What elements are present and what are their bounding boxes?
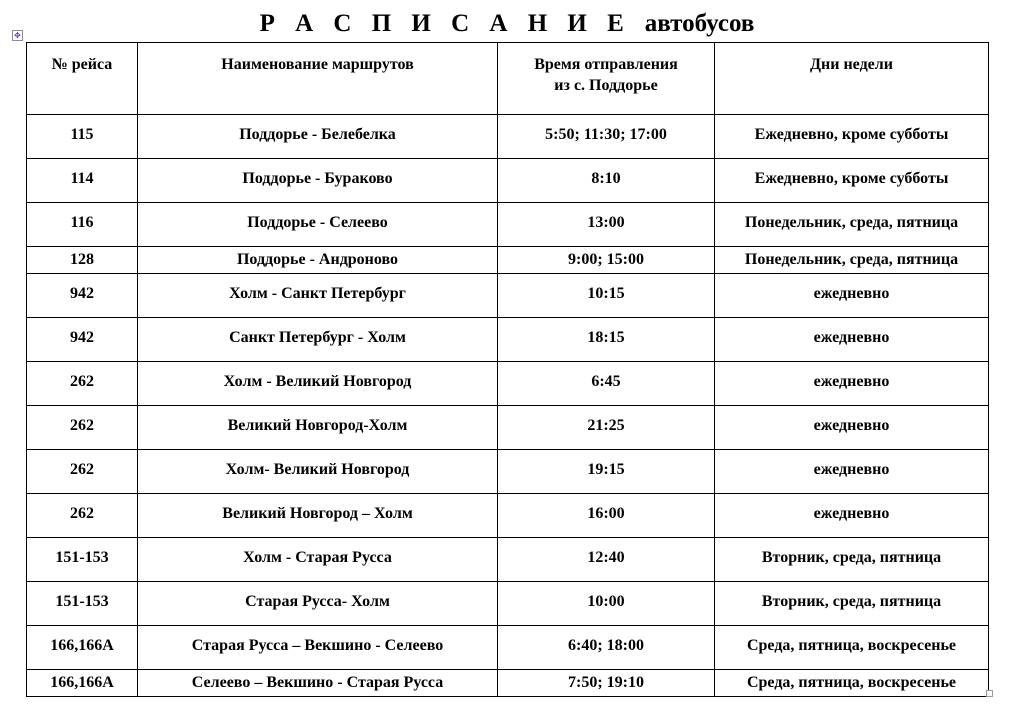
cell-weekdays: Понедельник, среда, пятница	[715, 247, 989, 274]
cell-weekdays: ежедневно	[715, 494, 989, 538]
cell-route-number: 942	[27, 274, 138, 318]
title-main: Р А С П И С А Н И Е	[259, 10, 631, 37]
cell-route-number: 166,166А	[27, 670, 138, 697]
cell-weekdays: Ежедневно, кроме субботы	[715, 159, 989, 203]
cell-route-name: Санкт Петербург - Холм	[138, 318, 498, 362]
cell-weekdays: Среда, пятница, воскресенье	[715, 626, 989, 670]
cell-route-number: 942	[27, 318, 138, 362]
cell-departure-time: 21:25	[498, 406, 715, 450]
cell-weekdays: ежедневно	[715, 362, 989, 406]
cell-weekdays: Среда, пятница, воскресенье	[715, 670, 989, 697]
cell-route-name: Холм - Великий Новгород	[138, 362, 498, 406]
cell-departure-time: 18:15	[498, 318, 715, 362]
cell-route-number: 114	[27, 159, 138, 203]
cell-weekdays: Вторник, среда, пятница	[715, 538, 989, 582]
cell-route-name: Старая Русса – Векшино - Селеево	[138, 626, 498, 670]
cell-route-number: 151-153	[27, 582, 138, 626]
table-row	[27, 406, 989, 450]
cell-route-name: Селеево – Векшино - Старая Русса	[138, 670, 498, 697]
cell-departure-time: 8:10	[498, 159, 715, 203]
cell-route-name: Великий Новгород – Холм	[138, 494, 498, 538]
cell-departure-time: 9:00; 15:00	[498, 247, 715, 274]
cell-weekdays: ежедневно	[715, 274, 989, 318]
table-move-handle-icon[interactable]: ✥	[12, 30, 23, 41]
cell-departure-time: 6:40; 18:00	[498, 626, 715, 670]
cell-weekdays: ежедневно	[715, 406, 989, 450]
table-row	[27, 494, 989, 538]
cell-route-name: Поддорье - Бураково	[138, 159, 498, 203]
cell-departure-time: 19:15	[498, 450, 715, 494]
cell-route-number: 116	[27, 203, 138, 247]
table-row	[27, 626, 989, 670]
cell-weekdays: ежедневно	[715, 450, 989, 494]
cell-route-name: Великий Новгород-Холм	[138, 406, 498, 450]
table-row	[27, 318, 989, 362]
table-row	[27, 247, 989, 274]
cell-route-number: 262	[27, 450, 138, 494]
cell-route-name: Старая Русса- Холм	[138, 582, 498, 626]
cell-route-name: Холм - Старая Русса	[138, 538, 498, 582]
cell-route-number: 262	[27, 362, 138, 406]
cell-departure-time: 16:00	[498, 494, 715, 538]
table-row	[27, 450, 989, 494]
table-row	[27, 274, 989, 318]
cell-departure-time: 12:40	[498, 538, 715, 582]
cell-departure-time: 6:45	[498, 362, 715, 406]
cell-route-name: Поддорье - Селеево	[138, 203, 498, 247]
cell-weekdays: Ежедневно, кроме субботы	[715, 115, 989, 159]
table-row	[27, 115, 989, 159]
cell-departure-time: 13:00	[498, 203, 715, 247]
cell-route-number: 262	[27, 406, 138, 450]
schedule-table	[26, 42, 989, 697]
cell-departure-time: 7:50; 19:10	[498, 670, 715, 697]
table-row	[27, 538, 989, 582]
table-row	[27, 670, 989, 697]
cell-departure-time: 10:15	[498, 274, 715, 318]
cell-route-name: Холм- Великий Новгород	[138, 450, 498, 494]
cell-route-name: Холм - Санкт Петербург	[138, 274, 498, 318]
table-header-row	[27, 43, 989, 115]
table-resize-handle-icon[interactable]	[986, 690, 993, 697]
table-row	[27, 203, 989, 247]
table-row	[27, 362, 989, 406]
cell-route-number: 115	[27, 115, 138, 159]
page-title	[26, 10, 988, 40]
cell-weekdays: Понедельник, среда, пятница	[715, 203, 989, 247]
cell-route-number: 166,166А	[27, 626, 138, 670]
cell-route-name: Поддорье - Андроново	[138, 247, 498, 274]
header-weekdays: Дни недели	[715, 43, 989, 115]
title-sub: автобусов	[644, 10, 755, 37]
cell-route-name: Поддорье - Белебелка	[138, 115, 498, 159]
cell-departure-time: 10:00	[498, 582, 715, 626]
table-row	[27, 582, 989, 626]
cell-weekdays: Вторник, среда, пятница	[715, 582, 989, 626]
cell-route-number: 151-153	[27, 538, 138, 582]
header-departure-time: Время отправления из с. Поддорье	[498, 43, 715, 115]
cell-route-number: 262	[27, 494, 138, 538]
cell-weekdays: ежедневно	[715, 318, 989, 362]
header-route-name: Наименование маршрутов	[138, 43, 498, 115]
table-row	[27, 159, 989, 203]
cell-route-number: 128	[27, 247, 138, 274]
cell-departure-time: 5:50; 11:30; 17:00	[498, 115, 715, 159]
header-route-number: № рейса	[27, 43, 138, 115]
